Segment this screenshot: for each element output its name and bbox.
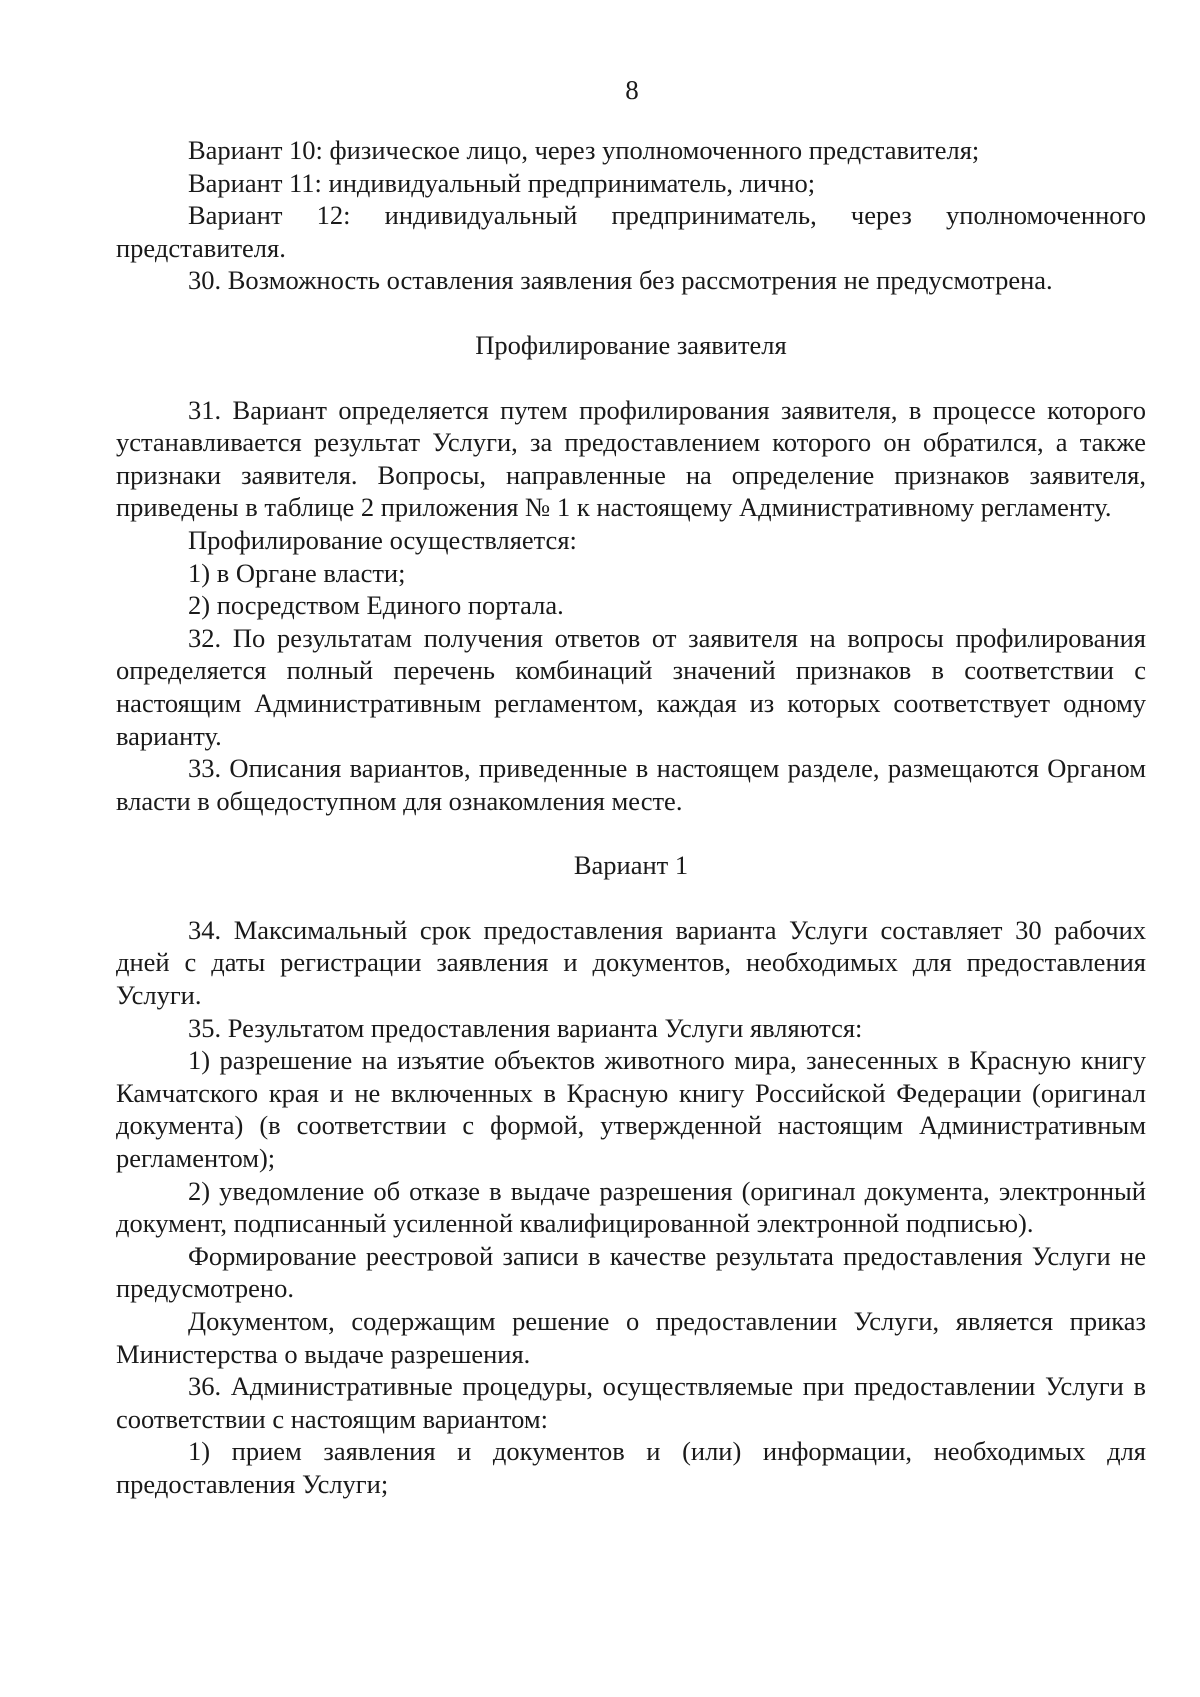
paragraph-variant-11: Вариант 11: индивидуальный предприниматель, лично; [188, 167, 816, 198]
paragraph-decision-document: Документом, содержащим решение о предоставлении Услуги, является приказ Министерства о выдаче разрешения. [116, 1306, 1146, 1369]
document-body [116, 134, 1146, 1501]
paragraph-31: 31. Вариант определяется путем профилирования заявителя, в процессе которого устанавливается результат Услуги, за предоставлением которого он обратился, а также признаки заявителя. Вопросы, направленные на определение признаков заявителя, приведены в таблице 2 приложения № 1 к настоящему Административному регламенту. [116, 394, 1146, 523]
paragraph-33: 33. Описания вариантов, приведенные в настоящем разделе, размещаются Органом власти в общедоступном для ознакомления месте. [116, 753, 1146, 816]
list-item-refusal-notice: 2) уведомление об отказе в выдаче разрешения (оригинал документа, электронный документ, подписанный усиленной квалифицированной электронной подписью). [116, 1175, 1146, 1239]
paragraph-profiling-intro: Профилирование осуществляется: [188, 524, 577, 555]
section-heading-profiling: Профилирование заявителя [475, 329, 787, 360]
paragraph-35: 35. Результатом предоставления варианта Услуги являются: [188, 1012, 863, 1043]
section-heading-variant-1: Вариант 1 [573, 850, 689, 881]
paragraph-registry-record: Формирование реестровой записи в качестве результата предоставления Услуги не предусмотрено. [116, 1240, 1146, 1304]
list-item-permit: 1) разрешение на изъятие объектов животного мира, занесенных в Красную книгу Камчатского края и не включенных в Красную книгу Российской Федерации (оригинал документа) (в соответствии с формой, утвержденной настоящим Административным регламентом); [116, 1045, 1146, 1174]
paragraph-variant-12: Вариант 12: индивидуальный предприниматель, через уполномоченного представителя. [116, 200, 1146, 263]
paragraph-32: 32. По результатам получения ответов от заявителя на вопросы профилирования определяется полный перечень комбинаций значений признаков в соответствии с настоящим Административным регламентом, каждая из которых соответствует одному варианту. [116, 622, 1146, 751]
paragraph-34: 34. Максимальный срок предоставления варианта Услуги составляет 30 рабочих дней с даты регистрации заявления и документов, необходимых для предоставления Услуги. [116, 914, 1146, 1011]
list-item-authority: 1) в Органе власти; [188, 557, 406, 588]
page-number: 8 [625, 75, 639, 105]
paragraph-36: 36. Административные процедуры, осуществляемые при предоставлении Услуги в соответствии с настоящим вариантом: [116, 1371, 1146, 1434]
list-item-portal: 2) посредством Единого портала. [188, 590, 564, 621]
paragraph-30: 30. Возможность оставления заявления без рассмотрения не предусмотрена. [188, 265, 1053, 296]
list-item-application-intake: 1) прием заявления и документов и (или) информации, необходимых для предоставления Услуги; [116, 1436, 1146, 1499]
paragraph-variant-10: Вариант 10: физическое лицо, через уполномоченного представителя; [188, 135, 980, 165]
